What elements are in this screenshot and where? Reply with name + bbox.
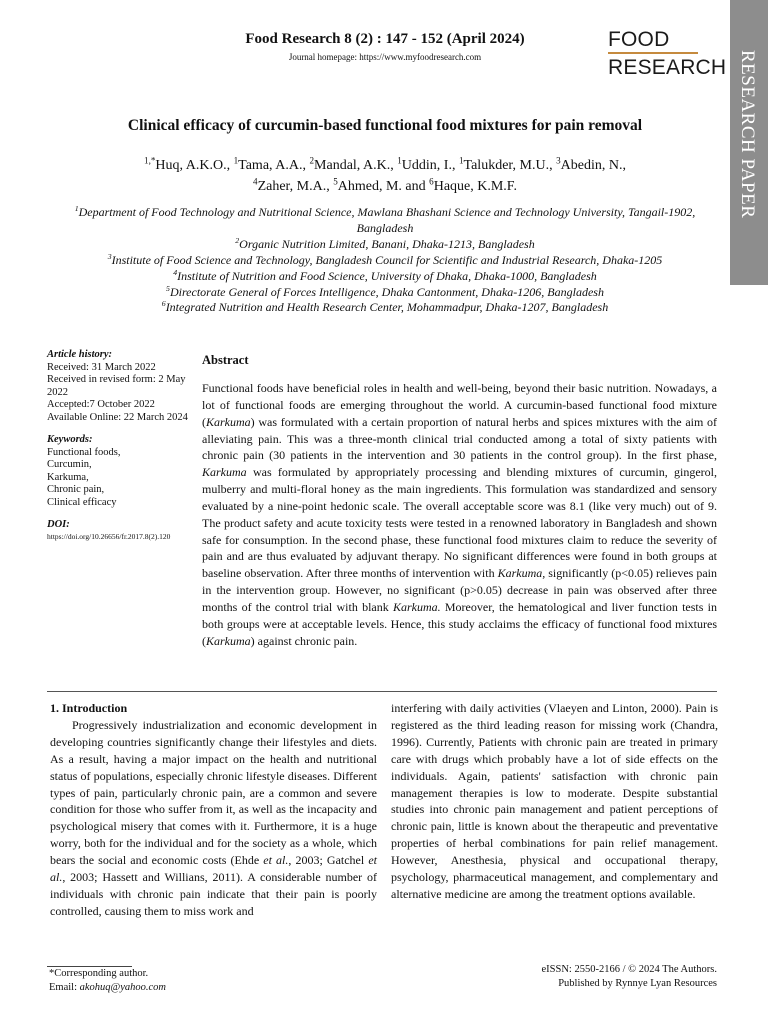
text-run: , 2003; Hassett and Willians, 2011). A considerable number of individuals with chronic pain indicate that their pain is poorly controlled, causing them to miss work and [50,870,377,918]
italic-text-run: Karkuma [202,465,247,480]
section-divider [47,691,717,692]
accepted-date: Accepted:7 October 2022 [47,399,155,410]
doi-link[interactable]: https://doi.org/10.26656/fr.2017.8(2).120 [47,531,171,541]
text-run: significantly (p<0.05) relieves pain in the intervention group. However, no significant (p>0.05) decrease in pain was observed after three months of the control trial with blank [202,566,717,614]
revised-date: Received in revised form: 2 May 2022 [47,374,186,398]
text-run: Functional foods have beneficial roles in health and well-being, beyond their basic nutrition. Nowadays, a lot of functional foods are emerging throughout the world. A curcumin-based functional food mixture ( [202,381,717,429]
author [233,155,310,173]
author [458,155,557,173]
logo-line-research: RESEARCH [608,56,727,79]
doi-heading: DOI: [47,519,70,530]
keyword: Functional foods, [47,446,121,458]
author [397,155,459,173]
author-list [60,155,710,197]
text-run: ) was formulated with a certain proportion of natural herbs and spices mixtures with the aim of alleviating pain. This was a three-month clinical trial conducted among a total of sixty patients with chronic pain (30 patients in the intervention and 30 patients in the control group). In the first phase, [202,414,717,463]
affiliation [60,237,710,253]
body-column-left [50,700,377,920]
affiliation-number: 5 [166,283,170,293]
text-run: ) against chronic pain. [250,633,358,648]
journal-homepage[interactable]: Journal homepage: https://www.myfoodresearch.com [288,52,482,62]
author [429,176,517,194]
email-link[interactable]: akohuq@yahoo.com [79,982,166,993]
author [556,155,626,173]
author-affiliation-marker: 1,* [144,155,156,166]
received-date: Received: 31 March 2022 [47,361,156,373]
italic-text-run: Karkuma. [392,599,441,614]
corresponding-author-note [49,967,166,995]
article-history-heading: Article history: [47,349,113,360]
body-column-right [391,700,718,903]
author-affiliation-marker: 6 [429,176,434,187]
author-name: Zaher, M.A., [257,179,334,194]
keyword: Chronic pain, [47,484,105,495]
author-name: Abedin, N., [560,158,626,173]
affiliation-text: Integrated Nutrition and Health Research Center, Mohammadpur, Dhaka-1207, Bangladesh [165,300,609,315]
author [144,155,234,173]
author [253,176,334,194]
italic-text-run: et al. [263,853,289,868]
affiliation-text: Department of Food Technology and Nutritional Science, Mawlana Bhashani Science and Technology University, Tangail-1902, Bangladesh [78,205,696,235]
corresponding-label: *Corresponding author. [49,968,149,979]
author-affiliation-marker: 3 [556,155,561,166]
italic-text-run: Karkuma, [497,566,546,581]
author-name: Haque, K.M.F. [433,179,517,194]
article-type-label: RESEARCH PAPER [737,50,758,219]
author-affiliation-marker: 5 [333,176,338,187]
journal-citation: Food Research 8 (2) : 147 - 152 (April 2024) [245,31,525,47]
introduction-heading: 1. Introduction [50,701,128,715]
author [333,176,430,194]
text-run: was formulated by appropriately processing and blending mixtures of curcumin, gingerol, mulberry and multi-floral honey as the main ingredients. This formulation was standardized and sensory evaluated by a nine-point hedonic scale. The overall acceptable score was 8.1 (like very much) out of 9. The product safety and acute toxicity tests were tested in a renowned laboratory in Bangladesh and shown safe for consumption. In the second phase, these functional food mixtures claim to reduce the severity of pain and are thus evaluated by adjuvant therapy. No significant differences were found in both groups at baseline observation. After three months of intervention with [202,465,717,581]
text-run: Progressively industrialization and economic development in developing countries significantly change their lifestyles and diets. As a result, having a major impact on the health and nutritional status of populations, especially chronic lifestyle diseases. Different types of pain, particularly chronic pain, are a common and severe condition for those who suffer from it, as well as the incapacity and psychological misery that comes with it. Furthermore, it is a huge worry, both for the individual and for the society as a whole, which bears the social and economic costs (Ehde [50,717,377,868]
affiliation-text: Organic Nutrition Limited, Banani, Dhaka-1213, Bangladesh [239,236,535,251]
affiliation-text: Institute of Food Science and Technology, Bangladesh Council for Scientific and Industrial Research, Dhaka-1205 [111,252,663,267]
affiliation-number: 4 [173,267,178,277]
keyword: Clinical efficacy [47,496,117,508]
affiliation [60,285,710,301]
affiliation-number: 3 [107,251,112,261]
italic-text-run: et al. [50,853,377,885]
keyword: Curcumin, [47,459,92,470]
keywords-heading: Keywords: [47,434,93,445]
abstract-body [202,380,717,650]
affiliation-list [60,205,710,316]
author-affiliation-marker: 1 [233,155,239,166]
introduction-paragraph-continued: interfering with daily activities (Vlaeyen and Linton, 2000). Pain is registered as the third leading reason for missing work (Chandra, 1996). Currently, Patients with chronic pain are treated in primary care with drugs which probably have a lot of side effects on the individuals. Again, patients' satisfaction with chronic pain management therapies is low to moderate. Despite substantial studies into chronic pain management and patient perceptions of chronic pain, little is known about the therapeutic and preventative properties of herbal combinations for pain relief management. However, Anesthesia, physical and occupational therapy, psychology, pharmaceutical management, and complementary and alternative medicine are among the treatment options available. [391,701,718,901]
author-affiliation-marker: 2 [309,155,315,166]
affiliation [60,205,710,237]
journal-logo[interactable] [608,28,727,79]
author [309,155,398,173]
email-label: Email: [49,982,80,993]
affiliation [60,269,710,285]
author-name: Huq, A.K.O., [155,158,234,173]
author-name: Uddin, I., [401,158,459,173]
author-affiliation-marker: 4 [253,176,258,187]
author-name: Mandal, A.K., [314,158,398,173]
affiliation-text: Institute of Nutrition and Food Science, University of Dhaka, Dhaka-1000, Bangladesh [177,268,597,283]
issn-line: eISSN: 2550-2166 / © 2024 The Authors. [541,964,717,975]
affiliation-number: 2 [235,235,240,245]
author-name: Talukder, M.U., [463,158,557,173]
keyword: Karkuma, [47,471,89,483]
online-date: Available Online: 22 March 2024 [47,411,188,423]
author-name: Ahmed, M. and [337,179,430,194]
affiliation-number: 1 [74,204,79,213]
italic-text-run: Karkuma [206,414,251,429]
abstract-heading: Abstract [202,353,249,367]
affiliation [60,300,710,316]
email-line [49,981,166,995]
italic-text-run: Karkuma [206,633,251,648]
logo-accent-bar [608,52,698,54]
affiliation-text: Directorate General of Forces Intelligence, Dhaka Cantonment, Dhaka-1206, Bangladesh [169,284,604,299]
text-run: , 2003; Gatchel [288,853,369,868]
introduction-paragraph [50,717,377,920]
author-name: Tama, A.A., [238,158,310,173]
affiliation-number: 6 [161,299,166,309]
publication-footer [440,963,717,991]
logo-line-food: FOOD [608,28,670,51]
author-affiliation-marker: 1 [458,155,464,166]
publisher-line: Published by Rynnye Lyan Resources [558,978,717,989]
article-title: Clinical efficacy of curcumin-based functional food mixtures for pain removal [127,117,643,134]
article-info-sidebar [47,349,192,542]
author-affiliation-marker: 1 [397,155,402,166]
text-run: Moreover, the hematological and liver function tests in both groups were at acceptable levels. Hence, this study acclaims the efficacy of functional food mixtures ( [202,599,717,648]
affiliation [60,253,710,269]
article-type-tab [730,0,768,285]
